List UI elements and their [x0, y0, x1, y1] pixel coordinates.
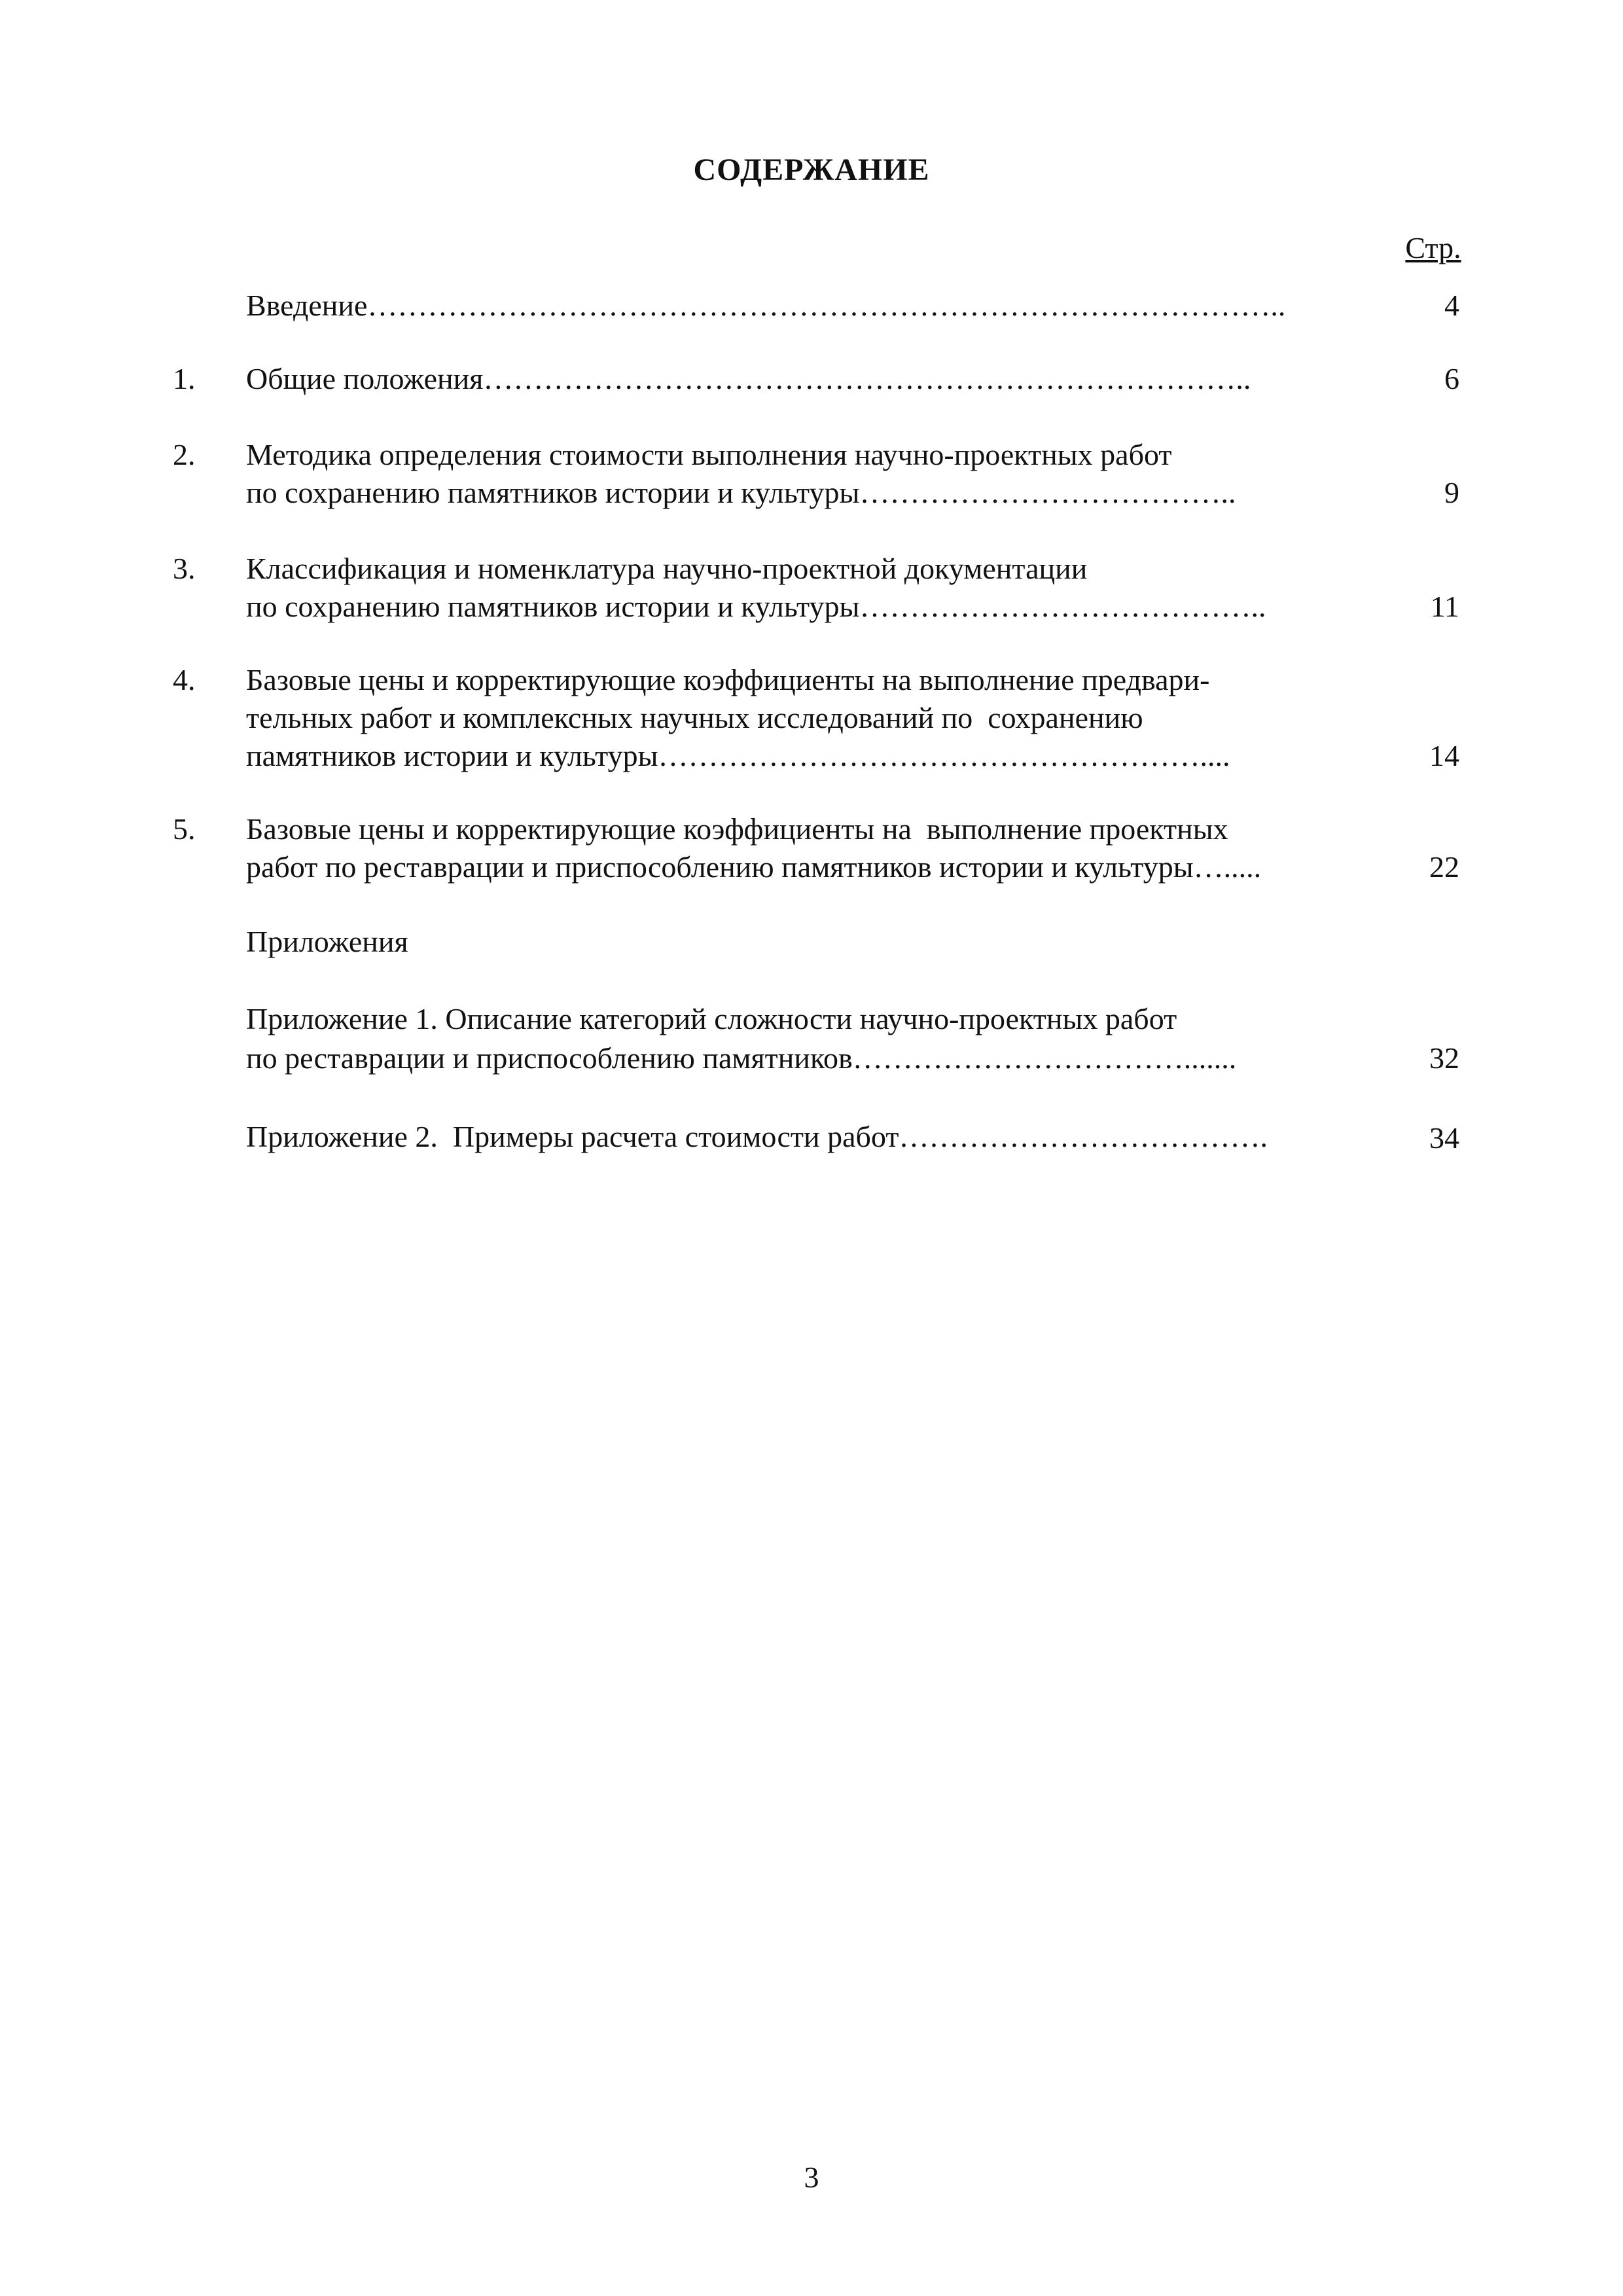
toc-entry-2-page: 9 — [1444, 476, 1459, 509]
page-number: 3 — [804, 2161, 819, 2194]
toc-entry-1-text: Общие положения………………………………………………………………….. — [246, 362, 1251, 395]
toc-entry-3-text-line-1: Классификация и номенклатура научно-проектной документации — [246, 552, 1088, 585]
toc-entry-4-text-line-3: памятников истории и культуры……………………………………………….... — [246, 739, 1230, 772]
toc-entry-2-number: 2. — [173, 438, 196, 471]
toc-entry-5-text-line-2: работ по реставрации и приспособлению памятников истории и культуры…..... — [246, 850, 1262, 884]
toc-appendix-1-text-line-1: Приложение 1. Описание категорий сложности научно-проектных работ — [246, 1002, 1177, 1035]
toc-entry-1-page: 6 — [1444, 362, 1459, 395]
toc-appendix-1-page: 32 — [1429, 1041, 1459, 1075]
toc-entry-3-page: 11 — [1430, 590, 1459, 623]
page-title: СОДЕРЖАНИЕ — [693, 152, 930, 187]
toc-entry-2-text-line-1: Методика определения стоимости выполнения научно-проектных работ — [246, 438, 1172, 471]
toc-entry-2-text-line-2: по сохранению памятников истории и культуры……………………………….. — [246, 476, 1236, 509]
toc-entry-3-number: 3. — [173, 552, 196, 585]
toc-appendix-1-text-line-2: по реставрации и приспособлению памятников……………………………....... — [246, 1041, 1237, 1075]
toc-entry-3-text-line-2: по сохранению памятников истории и культуры………………………………….. — [246, 590, 1266, 623]
toc-entry-4-text-line-1: Базовые цены и корректирующие коэффициенты на выполнение предвари- — [246, 663, 1210, 696]
toc-entry-intro-text: Введение……………………………………………………………………………….. — [246, 289, 1286, 322]
toc-entry-4-number: 4. — [173, 663, 196, 696]
toc-appendix-2-page: 34 — [1429, 1121, 1459, 1155]
appendices-heading: Приложения — [246, 925, 408, 958]
toc-entry-4-text-line-2: тельных работ и комплексных научных исследований по сохранению — [246, 701, 1143, 734]
toc-entry-5-text-line-1: Базовые цены и корректирующие коэффициенты на выполнение проектных — [246, 812, 1228, 846]
page-column-header: Стр. — [1405, 231, 1461, 264]
toc-entry-5-page: 22 — [1429, 850, 1459, 884]
toc-appendix-2-text: Приложение 2. Примеры расчета стоимости работ………………………………. — [246, 1120, 1268, 1153]
toc-entry-1-number: 1. — [173, 362, 196, 395]
toc-entry-intro-page: 4 — [1444, 289, 1459, 322]
toc-entry-5-number: 5. — [173, 812, 196, 846]
toc-entry-4-page: 14 — [1429, 739, 1459, 772]
